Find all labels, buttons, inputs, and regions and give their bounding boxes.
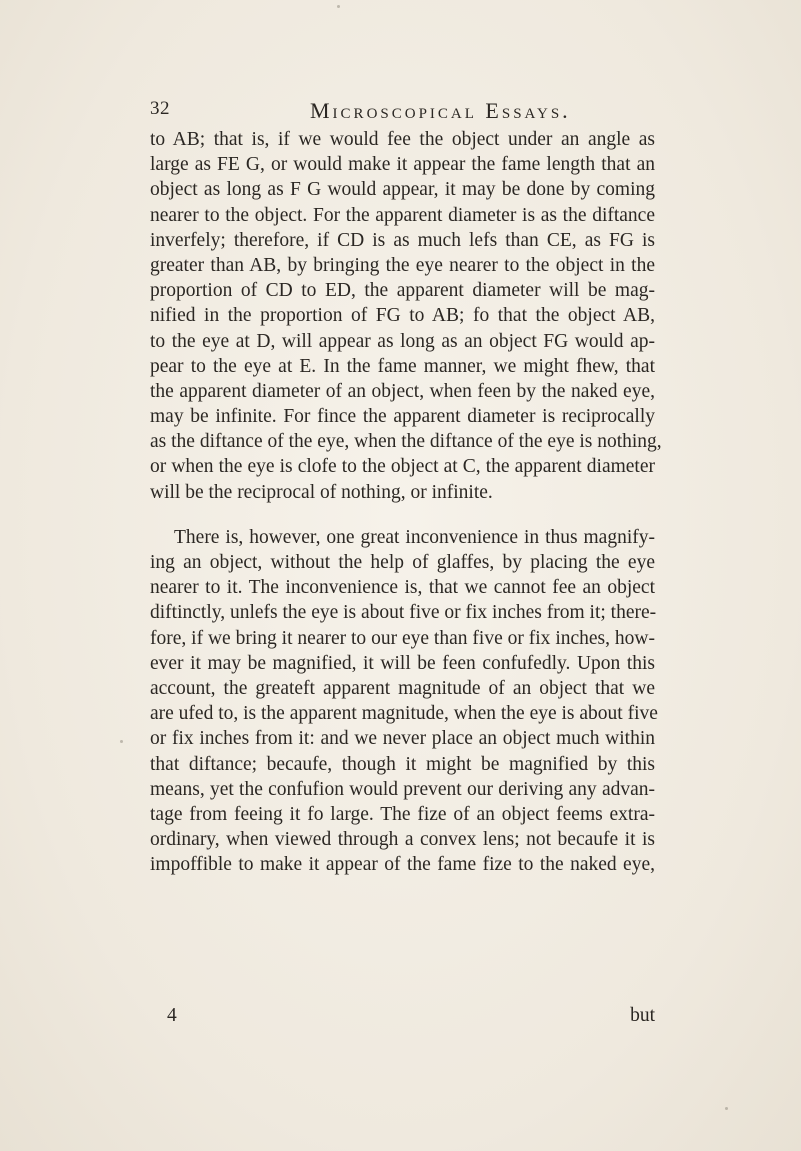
text-line: to the eye at D, will appear as long as an object FG would ap- xyxy=(150,330,655,352)
text-line: diftinctly, unlefs the eye is about five or fix inches from it; there- xyxy=(150,602,657,624)
text-line: tage from feeing it fo large. The fize of an object feems extra- xyxy=(150,803,655,825)
text-line: will be the reciprocal of nothing, or infinite. xyxy=(150,481,493,503)
text-line: account, the greateft apparent magnitude of an object that we xyxy=(150,677,655,699)
paper-speck xyxy=(725,1107,728,1110)
body-text xyxy=(150,127,662,877)
text-line: object as long as F G would appear, it may be done by coming xyxy=(150,179,655,201)
paragraph-2 xyxy=(150,525,658,878)
text-line: nearer to the object. For the apparent diameter is as the diftance xyxy=(150,204,655,226)
signature-mark: 4 xyxy=(167,1005,177,1026)
text-line: There is, however, one great inconvenience in thus magnify- xyxy=(174,526,655,548)
text-line: large as FE G, or would make it appear the fame length that an xyxy=(150,154,655,176)
text-line: nified in the proportion of FG to AB; fo that the object AB, xyxy=(150,305,655,327)
text-line: that diftance; becaufe, though it might be magnified by this xyxy=(150,753,655,775)
paper-speck xyxy=(120,740,123,743)
text-line: inverfely; therefore, if CD is as much lefs than CE, as FG is xyxy=(150,229,655,251)
text-line: proportion of CD to ED, the apparent diameter will be mag- xyxy=(150,280,655,302)
text-line: means, yet the confufion would prevent our deriving any advan- xyxy=(150,778,655,800)
paragraph-1 xyxy=(150,127,662,505)
running-head: Microscopical Essays. xyxy=(310,98,571,123)
text-line: ing an object, without the help of glaffes, by placing the eye xyxy=(150,552,655,573)
text-line: ordinary, when viewed through a convex lens; not becaufe it is xyxy=(150,829,655,851)
paper-speck xyxy=(337,5,340,8)
text-line: the apparent diameter of an object, when feen by the naked eye, xyxy=(150,380,655,402)
text-line: impoffible to make it appear of the fame fize to the naked eye, xyxy=(150,854,655,876)
text-line: pear to the eye at E. In the fame manner, we might fhew, that xyxy=(150,355,655,377)
text-line: ever it may be magnified, it will be feen confufedly. Upon this xyxy=(150,652,655,674)
paragraph-gap xyxy=(150,505,655,525)
text-line: may be infinite. For fince the apparent diameter is reciprocally xyxy=(150,406,655,428)
text-line: are ufed to, is the apparent magnitude, when the eye is about five xyxy=(150,703,658,725)
page-number: 32 xyxy=(150,98,170,119)
page-footer xyxy=(150,1005,655,1031)
text-line: to AB; that is, if we would fee the object under an angle as xyxy=(150,129,655,150)
text-line: or when the eye is clofe to the object at C, the apparent diameter xyxy=(150,456,655,478)
text-line: nearer to it. The inconvenience is, that we cannot fee an object xyxy=(150,577,655,599)
page-header xyxy=(150,98,650,124)
text-line: greater than AB, by bringing the eye nearer to the object in the xyxy=(150,254,655,276)
text-line: or fix inches from it: and we never place an object much within xyxy=(150,728,655,750)
text-line: fore, if we bring it nearer to our eye than five or fix inches, how- xyxy=(150,627,655,649)
catchword: but xyxy=(630,1005,655,1026)
text-line: as the diftance of the eye, when the diftance of the eye is nothing, xyxy=(150,431,662,453)
